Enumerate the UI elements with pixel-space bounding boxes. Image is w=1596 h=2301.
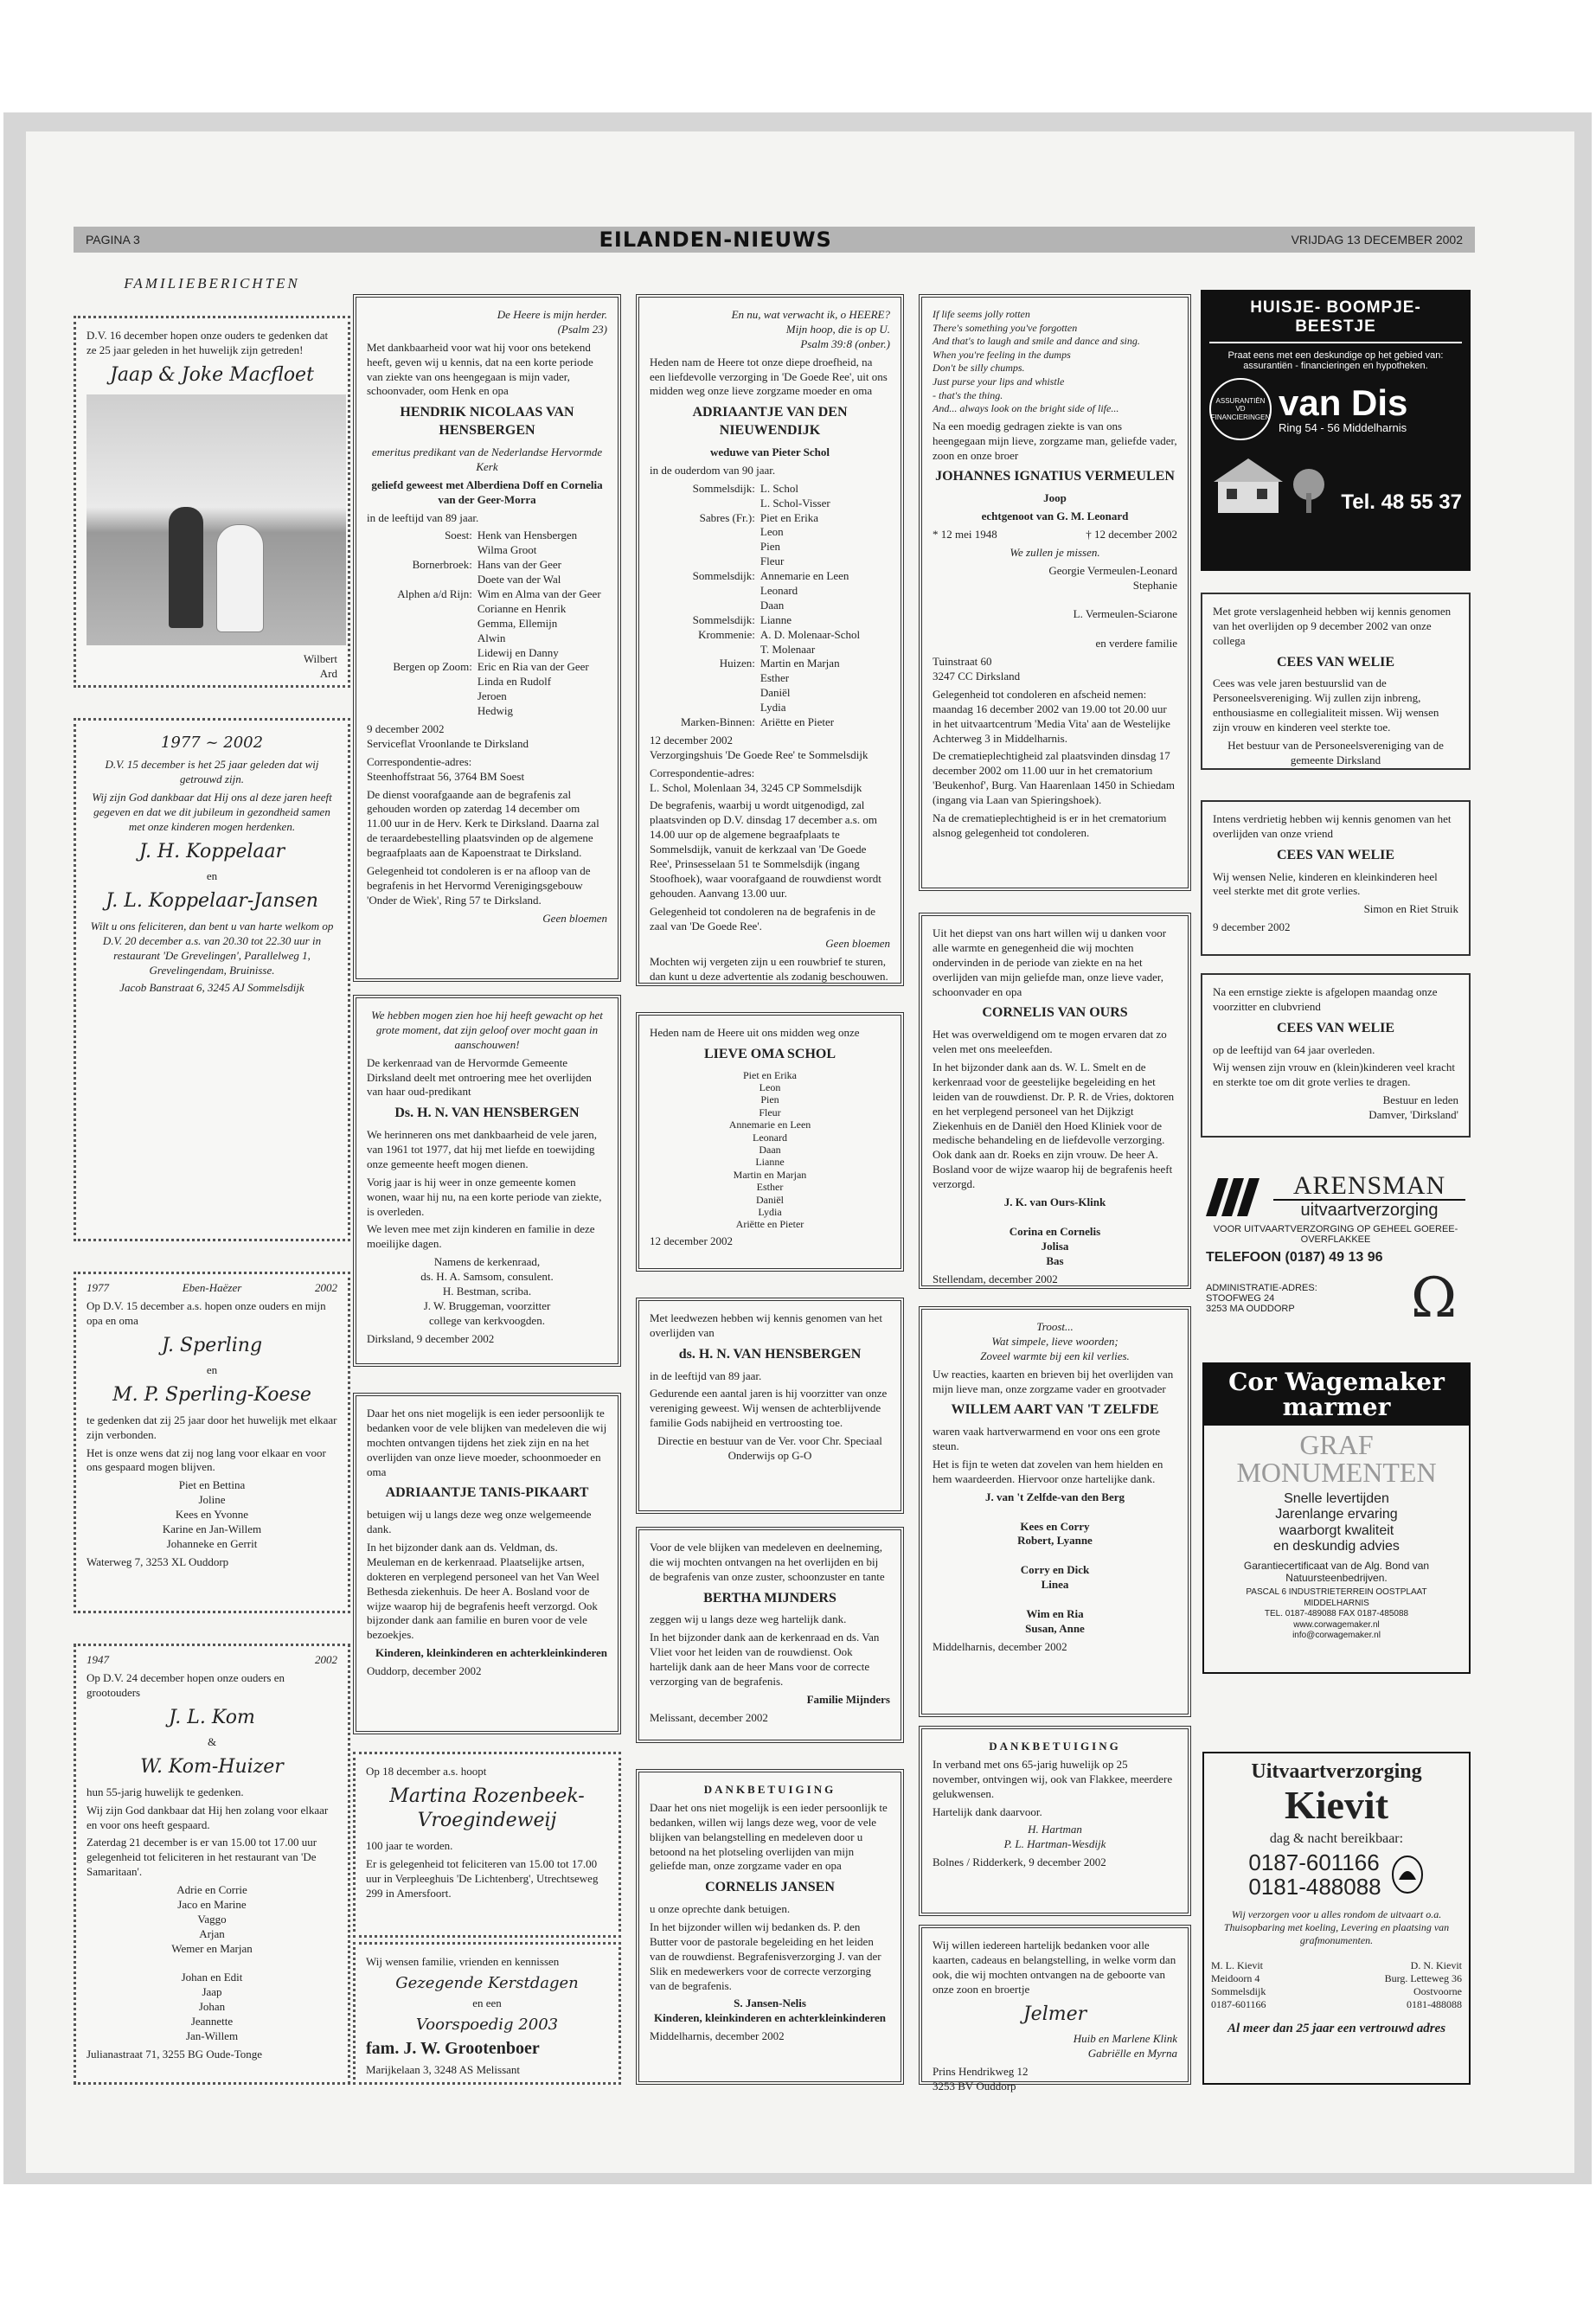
relatives: A. D. Molenaar-Schol T. Molenaar [760, 627, 861, 656]
ad-text: Wij wensen familie, vrienden en kennissen [366, 1955, 560, 1968]
ad-footer: Geen bloemen [825, 937, 890, 951]
relatives: Annemarie en Leen Leonard Daan [760, 569, 849, 612]
ad-text: Op D.V. 24 december hopen onze ouders en grootouders [87, 1670, 285, 1699]
family-list [650, 482, 890, 730]
company-name: van Dis [1279, 381, 1408, 423]
nickname: Joop [1043, 491, 1067, 505]
ad-text: D.V. 15 december is het 25 jaar geleden dat wij getrouwd zijn. [105, 758, 319, 786]
place-label: Bergen op Zoom: [393, 660, 472, 674]
page-number: PAGINA 3 [86, 233, 140, 247]
name-2: J. L. Koppelaar-Jansen [106, 890, 318, 913]
deceased-name: CORNELIS VAN OURS [982, 1005, 1128, 1021]
family-row [650, 482, 890, 511]
ad-text-3: De crematieplechtigheid zal plaatsvinden dinsdag 17 december 2002 om 11.00 uur in het crematorium 'Beukenhof', Burg. Van Haarenlaan 1450 in Schiedam (ingang via Laan van Spieringshoek). [933, 749, 1176, 807]
ad-address: Waterweg 7, 3253 XL Ouddorp [87, 1554, 229, 1568]
age: in de ouderdom van 90 jaar. [650, 463, 776, 477]
phone-2: 0181-488088 [1248, 1874, 1381, 1900]
ad-text-2: 100 jaar te worden. [366, 1839, 453, 1853]
ad-date: Stellendam, december 2002 [933, 1272, 1058, 1285]
company-contact: PASCAL 6 INDUSTRIETERREIN OOSTPLAAT MIDDELHARNIS TEL. 0187-489088 FAX 0187-485088 www.corwagemaker.nl info@corwagemaker.nl [1246, 1587, 1427, 1641]
ad-text: dag & nacht bereikbaar: [1269, 1830, 1404, 1846]
ad-text-2: Gedurende een aantal jaren is hij voorzitter van onze vereniging geweest. Wij wensen de achterblijvende familie Gods nabijheid en vertroosting toe. [650, 1387, 888, 1430]
ad-text-4: We leven mee met zijn kinderen en familie in deze moeilijke dagen. [367, 1222, 595, 1251]
place-label: Krommenie: [698, 627, 755, 641]
ad-text: Met leedwezen hebben wij kennis genomen van het overlijden van [650, 1311, 882, 1339]
spouses: geliefd geweest met Alberdiena Doff en Cornelia van der Geer-Morra [371, 478, 603, 506]
ad-signature: Piet en Erika Leon Pien Fleur Annemarie en Leen Leonard Daan Lianne Martin en Marjan Esther Daniël Lydia Ariëtte en Pieter [728, 1068, 811, 1231]
kievit-ad [1202, 1752, 1471, 2085]
deceased-name: CEES VAN WELIE [1276, 1020, 1395, 1035]
couple-names: Jaap & Joke Macfloet [110, 363, 314, 386]
ad-text: Op 18 december a.s. hoopt [366, 1765, 487, 1778]
relatives: Ariëtte en Pieter [760, 715, 835, 728]
greeting-1: Gezegende Kerstdagen [395, 1973, 579, 1992]
motto: Troost... Wat simpele, lieve woorden; Zoveel warmte bij een kil verlies. [980, 1320, 1130, 1362]
ad-text: Op D.V. 15 december a.s. hopen onze ouders en mijn opa en oma [87, 1298, 326, 1327]
arensman-ad [1201, 1168, 1471, 1336]
death-date: † 12 december 2002 [1086, 528, 1177, 541]
ad-text: VOOR UITVAARTVERZORGING OP GEHEEL GOEREE-OVERFLAKKEE [1213, 1224, 1458, 1245]
family-row [650, 569, 890, 613]
ad-text-3: Vorig jaar is hij weer in onze gemeente komen wonen, waar hij nu, na een korte periode van ziekte, is overleden. [367, 1175, 602, 1218]
ad-text-3: In het bijzonder dank aan ds. W. L. Smelt en de kerkenraad voor de geestelijke begeleiding en het leiden van de rouwdienst. Dr. P. R. de Vries, doktoren en het verplegend personeel van het Dijkzigt Ziekenhuis en de Daniël den Hoed Kliniek voor de medische behandeling en de liefdevolle verzorging. Ook dank aan dr. Roeks en zijn vrouw. De heer A. Bosland voor de wijze waarop hij de begrafenis heeft verzorgd. [933, 1061, 1175, 1191]
deceased-name: JOHANNES IGNATIUS VERMEULEN [935, 469, 1175, 484]
conjunction: en [206, 1363, 218, 1377]
motto: We hebben mogen zien hoe hij heeft gewacht op het grote moment, dat zijn geloof over mocht gaan in aanschouwen! [371, 1009, 603, 1051]
ad-text-2: Cees was vele jaren bestuurslid van de Personeelsvereniging. Wij zullen zijn inbreng, enthousiasme en collegialiteit missen. Wij wensen zijn vrouw en kinderen veel sterkte toe. [1213, 676, 1439, 734]
monuments-heading: MONUMENTEN [1236, 1456, 1437, 1488]
ad-text: Wij willen iedereen hartelijk bedanken voor alle kaarten, cadeaus en belangstelling, in welke vorm dan ook, die wij mochten ontvangen na de geboorte van onze zoon en broertje [933, 1939, 1176, 1996]
ad-text-2: Wij wensen Nelie, kinderen en kleinkinderen heel veel sterkte met dit grote verlies. [1213, 869, 1438, 898]
ad-text-3: Gelegenheid tot condoleren is er na afloop van de begrafenis in het Hervormd Verenigingsgebouw 'Onder de Wiek', Ring 57 te Dirksland. [367, 863, 591, 907]
deceased-name: Ds. H. N. VAN HENSBERGEN [394, 1106, 580, 1121]
ad-footer: Geen bloemen [542, 911, 607, 925]
address-left: M. L. Kievit Meidoorn 4 Sommelsdijk 0187-601166 [1211, 1958, 1266, 2010]
place-label: Sabres (Fr.): [699, 510, 755, 524]
family-list [367, 529, 607, 719]
relatives: Lianne [760, 612, 792, 626]
ad-text: D.V. 16 december hopen onze ouders te gedenken dat ze 25 jaar geleden in het huwelijk zijn getreden! [87, 329, 329, 356]
ad-signature: Georgie Vermeulen-Leonard Stephanie L. Vermeulen-Sciarone en verdere familie [1048, 563, 1177, 651]
deceased-name: CEES VAN WELIE [1276, 847, 1395, 862]
ad-text: Voor de vele blijken van medeleven en deelneming, die wij mochten ontvangen na het overlijden en bij de begrafenis van onze zuster, schoonzuster en tante [650, 1541, 885, 1583]
ad-text: Snelle levertijden Jarenlange ervaring waarborgt kwaliteit en deskundig advies [1273, 1490, 1400, 1554]
relatives: Henk van Hensbergen Wilma Groot [477, 529, 578, 557]
conjunction: & [207, 1735, 217, 1749]
ad-heading: DANKBETUIGING [989, 1740, 1121, 1753]
relatives: Piet en Erika Leon Pien Fleur [760, 510, 819, 568]
ad-text: In verband met ons 65-jarig huwelijk op 25 november, ontvingen wij, ook van Flakkee, meerdere gelukwensen. [933, 1757, 1173, 1800]
ad-text-2: te gedenken dat zij 25 jaar door het huwelijk met elkaar zijn verbonden. [87, 1413, 337, 1441]
company-name: Kievit [1284, 1783, 1389, 1827]
obituary-van-den-nieuwendijk [636, 294, 904, 986]
ad-text-2: betuigen wij u langs deze weg onze welgemeende dank. [367, 1508, 592, 1536]
family-row [367, 558, 607, 587]
company-tagline: uitvaartverzorging [1300, 1201, 1439, 1220]
ad-text-2: Het was overweldigend om te mogen ervaren dat zo velen met ons meeleefden. [933, 1028, 1167, 1056]
name-2: M. P. Sperling-Koese [112, 1384, 311, 1407]
ad-text-2: Wij zijn God dankbaar dat Hij ons al deze jaren heeft gegeven en dat we dit jubileum in gezondheid samen met onze kinderen mogen herdenken. [92, 791, 332, 833]
baby-name: Jelmer [1022, 2003, 1087, 2025]
church-announcement [353, 995, 621, 1367]
ad-text: Intens verdrietig hebben wij kennis genomen van het overlijden van onze vriend [1213, 812, 1452, 840]
ad-signature: Piet en Bettina Joline Kees en Yvonne Karine en Jan-Willem Johanneke en Gerrit [162, 1478, 262, 1550]
ad-text-3: Er is gelegenheid tot feliciteren van 15.00 tot 17.00 uur in Verpleeghuis 'De Lichtenberg', Utrechtseweg 299 in Amersfoort. [366, 1856, 599, 1900]
ad-text: Na een moedig gedragen ziekte is van ons heengegaan mijn lieve, zorgzame man, geliefde vader, zoon en onze broer [933, 419, 1177, 462]
correspondence: Correspondentie-adres: Steenhoffstraat 56, 3764 BM Soest [367, 754, 525, 783]
oma-schol-ad [636, 1012, 904, 1272]
ad-slogan: HUISJE- BOOMPJE- BEESTJE [1209, 298, 1462, 343]
ad-text-4: Mochten wij vergeten zijn u een rouwbrief te sturen, dan kunt u deze advertentie als zodanig beschouwen. [650, 955, 888, 984]
ad-text-3: Wilt u ons feliciteren, dan bent u van harte welkom op D.V. 20 december a.s. van 20.30 tot 22.30 uur in restaurant 'De Grevelingen', Parallelweg 1, Grevelingendam, Bruinisse. [90, 919, 334, 977]
address-right: D. N. Kievit Burg. Letteweg 36 Oostvoorne 0181-488088 [1384, 1958, 1462, 2010]
ad-text: De kerkenraad van de Hervormde Gemeente Dirksland deelt met ontroering mee het overlijden van haar oud-predikant [367, 1055, 592, 1099]
ad-signature: Namens de kerkenraad, ds. H. A. Samsom, consulent. H. Bestman, scriba. J. W. Bruggeman, voorzitter college van kerkvoogden. [420, 1255, 554, 1327]
ad-text: Daar het ons niet mogelijk is een ieder persoonlijk te bedanken, willen wij langs deze weg, voor de vele blijken van belangstelling en medeleven door u betoond na het plotseling overlijden van mijn geliefde man, onze zorgzame vader en opa [650, 1800, 888, 1873]
ad-signature: Kinderen, kleinkinderen en achterkleinkinderen [375, 1646, 607, 1660]
year-end: 2002 [315, 1281, 337, 1294]
anniversary-ad-kom [74, 1644, 350, 2085]
phone-1: 0187-601166 [1248, 1849, 1380, 1875]
company-name: ARENSMAN [1273, 1173, 1465, 1201]
ad-text-3: In het bijzonder dank aan ds. Veldman, ds. Meuleman en de kerkenraad. Plaatselijke artsen, dokteren en verplegend personeel van het Van Weel Bethesda ziekenhuis. De heer A. Bosland voor de wijze waarop hij de begrafenis heeft verzorgd. Ook bijzonder dank aan familie en buren voor de vele bezoekjes. [367, 1541, 599, 1642]
ad-text-3: Het is fijn te weten dat zovelen van hem hielden en hem waardeerden. Hiervoor onze hartelijke dank. [933, 1458, 1163, 1485]
ad-signature: Familie Mijnders [806, 1692, 890, 1706]
family-row [650, 511, 890, 570]
ad-address: Prins Hendrikweg 12 3253 BV Ouddorp [933, 2064, 1029, 2093]
conjunction: en [206, 869, 218, 883]
deceased-name: CORNELIS JANSEN [705, 1880, 835, 1895]
birthday-ad [353, 1752, 621, 1938]
ad-text-2: u onze oprechte dank betuigen. [650, 1902, 791, 1916]
conjunction: en een [472, 1997, 502, 2010]
van-dis-ad [1201, 290, 1471, 571]
date-place: 12 december 2002 Verzorgingshuis 'De Goede Ree' te Sommelsdijk [650, 733, 869, 761]
ad-signature: Het bestuur van de Personeelsvereniging van de gemeente Dirksland [1227, 739, 1444, 766]
age: in de leeftijd van 89 jaar. [650, 1368, 762, 1382]
bird-emblem-icon [1390, 1854, 1425, 1895]
anniversary-ad-koppelaar [74, 718, 350, 1241]
grave-heading: GRAF [1299, 1428, 1374, 1460]
ad-address: Julianastraat 71, 3255 BG Oude-Tonge [87, 2047, 263, 2061]
company-phone: Tel. 48 55 37 [1341, 490, 1462, 514]
ad-text-2: waren vaak hartverwarmend en voor ons een grote steun. [933, 1425, 1161, 1453]
deceased-name: LIEVE OMA SCHOL [703, 1046, 836, 1061]
ad-text: Na een ernstige ziekte is afgelopen maandag onze voorzitter en clubvriend [1213, 985, 1438, 1013]
ad-signature: J. K. van Ours-Klink Corina en Cornelis Jolisa Bas [1003, 1195, 1106, 1267]
ad-date: Middelharnis, december 2002 [650, 2029, 785, 2043]
name-1: J. Sperling [161, 1334, 263, 1356]
deceased-name: ADRIAANTJE VAN DEN NIEUWENDIJK [692, 405, 848, 439]
thanks-hartman [919, 1726, 1191, 1916]
place-label: Soest: [445, 529, 472, 542]
place-label: Alphen a/d Rijn: [397, 586, 472, 600]
family-row [367, 529, 607, 558]
paper-logo: EILANDEN-NIEUWS [599, 228, 832, 252]
motto: De Heere is mijn herder. (Psalm 23) [497, 308, 607, 336]
place-label: Marken-Binnen: [680, 715, 755, 728]
deceased-name: ADRIAANTJE TANIS-PIKAART [385, 1485, 589, 1501]
deceased-name: WILLEM AART VAN 'T ZELFDE [951, 1402, 1159, 1418]
ad-date: 12 december 2002 [650, 1234, 734, 1247]
ad-address: Tuinstraat 60 3247 CC Dirksland [933, 655, 1021, 683]
ad-date: Ouddorp, december 2002 [367, 1664, 482, 1678]
company-badge: ASSURANTIËN VD FINANCIERINGEN [1209, 378, 1272, 440]
widow-of: weduwe van Pieter Schol [709, 445, 830, 458]
ad-text: Uw reacties, kaarten en brieven bij het overlijden van mijn lieve man, onze zorgzame vader en grootvader [933, 1367, 1174, 1395]
ad-years: 1977 ~ 2002 [160, 734, 264, 752]
company-address: ADMINISTRATIE-ADRES: STOOFWEG 24 3253 MA OUDDORP [1206, 1283, 1317, 1314]
ad-date: Middelharnis, december 2002 [933, 1639, 1067, 1653]
ad-text-3: Het is onze wens dat zij nog lang voor elkaar en voor ons gespaard mogen blijven. [87, 1445, 326, 1474]
company-phone: TELEFOON (0187) 49 13 96 [1206, 1250, 1383, 1265]
ad-signature: Adrie en Corrie Jaco en Marine Vaggo Arjan Wemer en Marjan Johan en Edit Jaap Johan Jeannette Jan-Willem [171, 1883, 253, 2042]
club-condolence [1201, 973, 1471, 1138]
place-label: Bornerbroek: [412, 558, 472, 572]
motto: Eben-Haëzer [182, 1281, 242, 1294]
page-header [74, 227, 1475, 253]
relatives: Eric en Ria van der Geer Linda en Rudolf Jeroen Hedwig [477, 660, 589, 718]
poem: If life seems jolly rotten There's something you've forgotten And that's to laugh and smile and dance and sing. When you're feeling in the dumps Don't be silly chumps. Just purse your lips and whistle - that's the thing. And... always look on the bright side of life... [933, 308, 1140, 415]
ad-text-2: Wij wensen zijn vrouw en (klein)kinderen veel kracht en sterkte toe om dit grote verlies te dragen. [1213, 1061, 1455, 1089]
ad-text-4: Zaterdag 21 december is er van 15.00 tot 17.00 uur gelegenheid tot feliciteren in het restaurant van 'De Samaritaan'. [87, 1836, 317, 1879]
place-label: Sommelsdijk: [692, 481, 755, 495]
school-association-ad [636, 1298, 904, 1514]
ad-date: Melissant, december 2002 [650, 1710, 768, 1724]
ad-signature: H. Hartman P. L. Hartman-Wesdijk [1003, 1823, 1106, 1851]
name-1: J. L. Kom [169, 1706, 255, 1728]
place-label: Sommelsdijk: [692, 569, 755, 583]
family-row [650, 613, 890, 628]
deceased-name: CEES VAN WELIE [1276, 654, 1395, 670]
ad-text-2: Gelegenheid tot condoleren en afscheid nemen: maandag 16 december 2002 van 19.00 tot 20.00 uur in het uitvaartcentrum 'Media Vita' aan de Westelijke Achterweg 3 in Middelharnis. [933, 687, 1170, 745]
ad-text-2: hun 55-jarig huwelijk te gedenken. [87, 1785, 244, 1798]
section-title: FAMILIEBERICHTEN [124, 275, 300, 292]
deceased-name: HENDRIK NICOLAAS VAN HENSBERGEN [400, 405, 574, 439]
family-row [367, 587, 607, 660]
ad-text-3: Wij zijn God dankbaar dat Hij hen zolang voor elkaar en voor ons heeft gespaard. [87, 1803, 329, 1831]
ad-signature: Simon en Riet Struik [1363, 902, 1458, 916]
omega-icon: Ω [1410, 1266, 1457, 1330]
deceased-name: ds. H. N. VAN HENSBERGEN [678, 1346, 862, 1362]
anniversary-ad-macfloet [74, 316, 350, 688]
house-icon [1209, 454, 1330, 515]
wedding-photo [87, 394, 346, 645]
arensman-logo-icon [1206, 1178, 1266, 1216]
celebrant-name: Martina Rozenbeek-Vroegindeweij [389, 1785, 585, 1832]
family-name: fam. J. W. Grootenboer [366, 2038, 540, 2058]
ad-text: Uit het diepst van ons hart willen wij u danken voor alle warmte en genegenheid die wij mochten ondervinden in de periode van ziekte en na het overlijden van mijn geliefde man, onze lieve vader, schoonvader en opa [933, 926, 1167, 998]
family-row [367, 660, 607, 719]
ad-heading: Uitvaartverzorging [1251, 1760, 1422, 1783]
ad-text-2: De dienst voorafgaande aan de begrafenis zal gehouden worden op zaterdag 14 december om 11.00 uur in de Herv. Kerk te Dirksland. Daarna zal de teraardebestelling plaatsvinden op de algemene begraafplaats aan de Kapoenstraat te Dirksland. [367, 787, 599, 860]
motto: En nu, wat verwacht ik, o HEERE? Mijn hoop, die is op U. Psalm 39:8 (onber.) [731, 308, 890, 350]
in-memoriam: We zullen je missen. [1010, 545, 1100, 559]
ad-text: Met dankbaarheid voor wat hij voor ons betekend heeft, geven wij u kennis, dat na een korte periode van ziekte van ons heengegaan is mijn vader, schoonvader, oom Henk en opa [367, 340, 593, 398]
year-start: 1977 [87, 1281, 109, 1294]
ad-text: Heden nam de Heere tot onze diepe droefheid, na een liefdevolle verzorging in 'De Goede Ree', uit ons midden weg onze lieve zorgzame moeder en oma [650, 355, 888, 398]
ad-text-2: De begrafenis, waarbij u wordt uitgenodigd, zal plaatsvinden op D.V. dinsdag 17 december a.s. om 14.00 uur op de algemene begraafplaats te Sommelsdijk, vanuit de kerkzaal van 'De Goede Ree', Prinsesselaan 51 te Sommelsdijk (ingang Stoofhoek), waar voorafgaand de rouwdienst wordt gehouden. Aanvang 13.00 uur. [650, 798, 881, 900]
date-place: 9 december 2002 Serviceflat Vroonlande te Dirksland [367, 721, 529, 750]
relatives: Hans van der Geer Doete van der Wal [477, 558, 561, 586]
name-1: J. H. Koppelaar [138, 840, 285, 862]
relatives: Wim en Alma van der Geer Corianne en Henrik Gemma, Ellemijn Alwin Lidewij en Danny [477, 586, 601, 659]
obituary-vermeulen [919, 294, 1191, 891]
company-name: Cor Wagemaker marmer [1204, 1364, 1469, 1426]
ad-date: 9 december 2002 [1213, 920, 1291, 934]
ad-text-4: Na de crematieplechtigheid is er in het crematorium alsnog gelegenheid tot condoleren. [933, 811, 1167, 839]
thanks-jansen [636, 1769, 904, 2085]
family-row [650, 715, 890, 730]
ad-text: Praat eens met een deskundige op het gebied van: assurantiën - financieringen en hypotheken. [1227, 350, 1444, 371]
ad-text: Heden nam de Heere uit ons midden weg onze [650, 1026, 860, 1039]
ad-signature: Directie en bestuur van de Ver. voor Chr. Speciaal Onderwijs op G-O [657, 1434, 882, 1463]
thanks-van-ours [919, 913, 1191, 1289]
correspondence: Correspondentie-adres: L. Schol, Molenlaan 34, 3245 CP Sommelsdijk [650, 766, 862, 794]
birth-thanks [919, 1925, 1191, 2093]
title: emeritus predikant van de Nederlandse Hervormde Kerk [371, 445, 603, 473]
year-end: 2002 [315, 1653, 337, 1666]
ad-text-2: zeggen wij u langs deze weg hartelijk dank. [650, 1612, 847, 1626]
family-row [650, 657, 890, 715]
spouse: echtgenoot van G. M. Leonard [981, 510, 1129, 523]
age: in de leeftijd van 89 jaar. [367, 510, 479, 524]
ad-text-2: Garantiecertificaat van de Alg. Bond van Natuursteenbedrijven. [1243, 1560, 1430, 1585]
company-address: Ring 54 - 56 Middelharnis [1279, 420, 1407, 434]
ad-text: Daar het ons niet mogelijk is een ieder persoonlijk te bedanken voor de vele blijken van medeleven die wij mochten ontvangen tijdens het ziek zijn en na het overlijden van onze lieve moeder, schoonmoeder en oma [367, 1407, 607, 1478]
place-label: Sommelsdijk: [692, 612, 755, 626]
greeting-2: Voorspoedig 2003 [415, 2016, 559, 2035]
age: op de leeftijd van 64 jaar overleden. [1213, 1042, 1375, 1056]
ad-signature: Wilbert Ard [303, 652, 337, 681]
ad-text: Met grote verslagenheid hebben wij kennis genomen van het overlijden op 9 december 2002 van onze collega [1213, 605, 1452, 647]
ad-text-3: Gelegenheid tot condoleren na de begrafenis in de zaal van 'De Goede Ree'. [650, 904, 875, 933]
relatives: Martin en Marjan Esther Daniël Lydia [760, 657, 840, 715]
thanks-tanis [353, 1393, 621, 1734]
ad-signature: S. Jansen-Nelis Kinderen, kleinkinderen en achterkleinkinderen [654, 1997, 886, 2025]
section-header [74, 275, 350, 292]
ad-signature: J. van 't Zelfde-van den Berg Kees en Corry Robert, Lyanne Corry en Dick Linea Wim en Ria Susan, Anne [984, 1490, 1125, 1635]
obituary-van-hensbergen [353, 294, 621, 982]
year-start: 1947 [87, 1653, 109, 1666]
ad-date: Dirksland, 9 december 2002 [367, 1331, 495, 1345]
ad-heading: DANKBETUIGING [703, 1783, 836, 1796]
thanks-van-t-zelfde [919, 1306, 1191, 1717]
ad-text-2: Wij verzorgen voor u alles rondom de uitvaart o.a. Thuisopbaring met koeling, Levering en plaatsing van grafmonumenten. [1223, 1907, 1450, 1946]
colleague-condolence [1201, 593, 1471, 770]
season-greetings-ad [353, 1942, 621, 2085]
ad-address: Jacob Banstraat 6, 3245 AJ Sommelsdijk [119, 981, 304, 995]
family-row [650, 628, 890, 657]
ad-text-3: In het bijzonder dank aan de kerkenraad en ds. Van Vliet voor het leiden van de rouwdienst. Ook hartelijk dank aan de heer Mans voor de correcte verzorging van de begrafenis. [650, 1631, 880, 1689]
relatives: L. Schol L. Schol-Visser [760, 481, 830, 510]
cor-wagemaker-ad [1202, 1362, 1471, 1674]
anniversary-ad-sperling [74, 1272, 350, 1613]
ad-text-2: We herinneren ons met dankbaarheid de vele jaren, van 1961 tot 1977, dat hij met liefde en toewijding onze gemeente heeft mogen dienen. [367, 1128, 598, 1170]
ad-address: Marijkelaan 3, 3248 AS Melissant [366, 2062, 521, 2076]
ad-text-2: Hartelijk dank daarvoor. [933, 1804, 1042, 1818]
ad-signature: Bestuur en leden Damver, 'Dirksland' [1368, 1093, 1458, 1122]
name-2: W. Kom-Huizer [140, 1756, 284, 1779]
friend-condolence [1201, 800, 1471, 956]
ad-text-3: In het bijzonder willen wij bedanken ds. P. den Butter voor de pastorale begeleiding en het leiden van de rouwdienst. Begrafenisverzorging J. van der Slik en medewerkers voor de correcte verzorging van de begrafenis. [650, 1920, 881, 1992]
ad-signature: Huib en Marlene Klink Gabriëlle en Myrna [1073, 2032, 1177, 2061]
deceased-name: BERTHA MIJNDERS [703, 1590, 836, 1606]
thanks-mijnders [636, 1527, 904, 1743]
birth-date: * 12 mei 1948 [933, 528, 997, 541]
place-label: Huizen: [719, 657, 755, 670]
ad-footer: Al meer dan 25 jaar een vertrouwd adres [1227, 2021, 1446, 2035]
issue-date: VRIJDAG 13 DECEMBER 2002 [1291, 233, 1463, 247]
ad-date: Bolnes / Ridderkerk, 9 december 2002 [933, 1856, 1106, 1869]
